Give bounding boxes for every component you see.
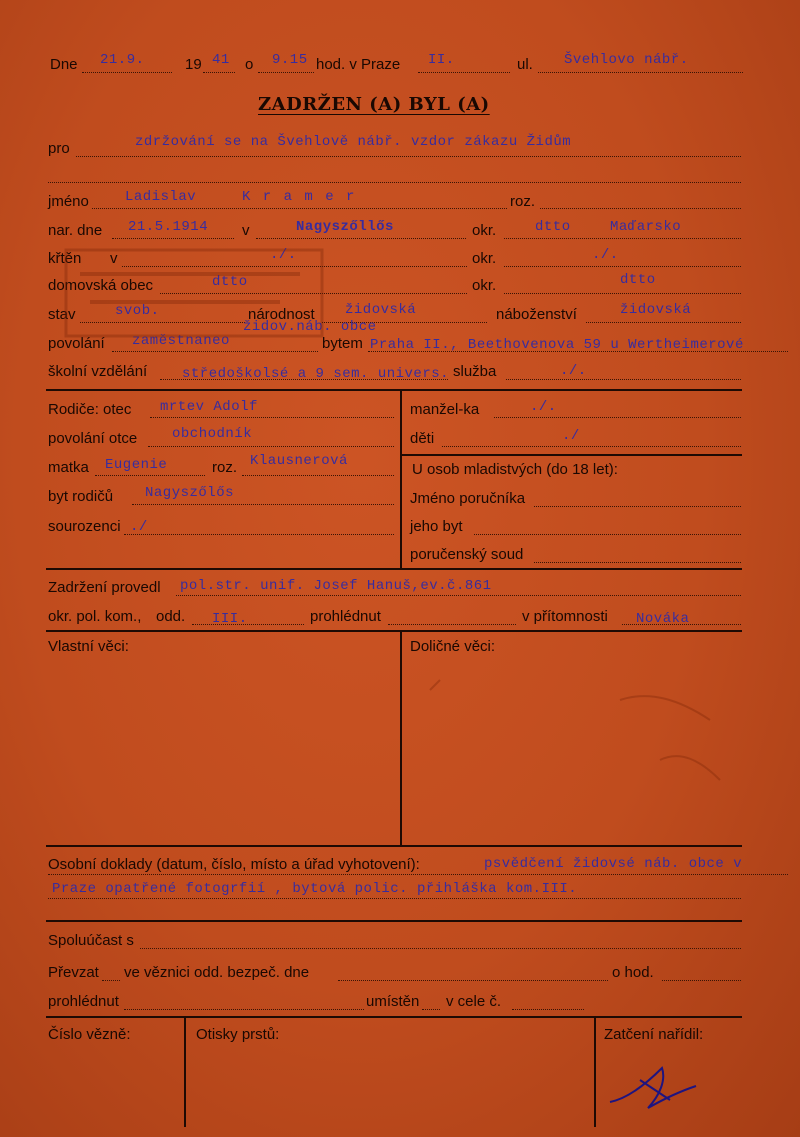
reason-line-1: [76, 156, 741, 157]
ordered-by-label: Zatčení nařídil:: [604, 1026, 704, 1043]
guardian-name-line: [534, 506, 741, 507]
faint-stamp-graphic: [60, 244, 330, 344]
education-label: školní vzdělání: [48, 363, 148, 380]
nationality-label: národnost: [248, 306, 315, 323]
born-date-line: [112, 238, 234, 239]
father-job-value: obchodník: [172, 426, 253, 442]
rule-footer-top: [46, 920, 742, 922]
birthplace-line: [256, 238, 466, 239]
transfer-date-line: [338, 980, 608, 981]
baptized-value: ./.: [270, 247, 297, 263]
district-value: II.: [428, 52, 455, 68]
parents-label: Rodiče: otec: [48, 401, 132, 418]
street-value: Švehlovo nábř.: [564, 52, 689, 68]
form-title: ZADRŽEN (A) BYL (A): [258, 94, 490, 115]
district-label-1: okr.: [472, 222, 497, 239]
domicile-value: dtto: [212, 274, 248, 290]
guardian-res-label: jeho byt: [410, 518, 463, 535]
court-label: poručenský soud: [410, 546, 524, 563]
rule-bottom-divider-1: [184, 1017, 186, 1127]
name-line: [92, 208, 507, 209]
street-line: [538, 72, 743, 73]
religion-value: židovská: [620, 302, 692, 318]
rule-minors-top: [400, 454, 742, 456]
parents-residence-value: Nagyszőlős: [145, 485, 235, 501]
dept-label: odd.: [156, 608, 186, 625]
guardian-name-label: Jméno poručníka: [410, 490, 526, 507]
at-label: o: [245, 56, 254, 73]
rule-bottom-boxes: [46, 1016, 742, 1018]
documents-rule-1: [48, 874, 788, 875]
mother-born-label: roz.: [212, 459, 238, 476]
first-name: Ladislav: [125, 189, 197, 205]
documents-rule-2: [48, 898, 741, 899]
arrest-by-label: Zadržení provedl: [48, 579, 161, 596]
faint-background-marks: [420, 660, 740, 800]
rule-items-top: [46, 630, 742, 632]
complicity-label: Spoluúčast s: [48, 932, 134, 949]
guardian-res-line: [474, 534, 741, 535]
mother-label: matka: [48, 459, 89, 476]
documents-label: Osobní doklady (datum, číslo, místo a úřad vyhotovení):: [48, 856, 420, 873]
spouse-line: [494, 417, 741, 418]
domicile-district: dtto: [620, 272, 656, 288]
cell-line: [512, 1009, 584, 1010]
rule-parents-divider: [400, 390, 402, 568]
father-value: mrtev Adolf: [160, 399, 258, 415]
dept-line: [192, 624, 304, 625]
mother-line: [95, 475, 205, 476]
documents-line2: Praze opatřené fotogrfií , bytová polic. přihláška kom.III.: [52, 881, 578, 897]
service-value: ./.: [560, 363, 587, 379]
father-line: [150, 417, 394, 418]
baptized-label: křtěn: [48, 250, 82, 267]
occupation-value: zaměstnaneo: [132, 333, 230, 349]
evidence-label: Doličné věci:: [410, 638, 496, 655]
inspected-line: [388, 624, 516, 625]
rule-items-divider: [400, 631, 402, 845]
occupation-line: [112, 351, 318, 352]
date-label: Dne: [50, 56, 78, 73]
year-value: 41: [212, 52, 230, 68]
service-line: [506, 379, 741, 380]
complicity-line: [140, 948, 741, 949]
siblings-label: sourozenci: [48, 518, 121, 535]
placed-line: [422, 1009, 440, 1010]
birth-country: Maďarsko: [610, 219, 682, 235]
mother-born-line: [242, 475, 394, 476]
prisoner-no-label: Číslo vězně:: [48, 1026, 131, 1043]
year-line: [203, 72, 235, 73]
father-job-label: povolání otce: [48, 430, 138, 447]
baptized-district-line: [504, 266, 741, 267]
siblings-value: ./: [130, 519, 148, 535]
baptized-district: ./.: [592, 247, 619, 263]
children-value: ./: [562, 428, 580, 444]
transfer-hour-line: [662, 980, 741, 981]
court-line: [534, 562, 741, 563]
date-value: 21.9.: [100, 52, 145, 68]
education-value: středoškolsé a 9 sem. univers.: [182, 366, 450, 382]
domicile-district-line: [504, 293, 741, 294]
signature-scribble: [600, 1040, 710, 1120]
religion-label: náboženství: [496, 306, 577, 323]
arrest-by-line: [176, 595, 741, 596]
birth-district: dtto: [535, 219, 571, 235]
residence-value: Praha II., Beethovenova 59 u Wertheimerové: [370, 337, 744, 353]
placed-label: umístěn: [366, 993, 420, 1010]
reason-line-2: [48, 182, 741, 183]
street-label: ul.: [517, 56, 533, 73]
born-as-line: [540, 208, 741, 209]
arrest-by-value: pol.str. unif. Josef Hanuš,ev.č.861: [180, 578, 492, 594]
occupation-line2: židov.náb. obce: [243, 319, 377, 335]
minors-heading: U osob mladistvých (do 18 let):: [412, 461, 618, 478]
status-value: svob.: [115, 303, 160, 319]
hour-label: hod. v Praze: [316, 56, 401, 73]
transfer-text: ve věznici odd. bezpeč. dne: [124, 964, 310, 981]
parents-residence-line: [132, 504, 394, 505]
district-label-2: okr.: [472, 250, 497, 267]
presence-value: Nováka: [636, 611, 690, 627]
reason-label: pro: [48, 140, 70, 157]
baptized-in-label: v: [110, 250, 118, 267]
father-job-line: [148, 446, 394, 447]
children-label: děti: [410, 430, 435, 447]
birthplace: Nagyszőllős: [296, 219, 394, 235]
rule-parents-top: [46, 389, 742, 391]
reason-value: zdržování se na Švehlově nábř. vzdor zákazu Židům: [135, 134, 572, 150]
name-label: jméno: [48, 193, 89, 210]
fingerprints-label: Otisky prstů:: [196, 1026, 280, 1043]
service-label: služba: [453, 363, 497, 380]
parents-residence-label: byt rodičů: [48, 488, 114, 505]
nationality-value: židovská: [345, 302, 417, 318]
footer-inspected-line: [124, 1009, 364, 1010]
religion-line: [586, 322, 741, 323]
district-line: [418, 72, 510, 73]
born-label: nar. dne: [48, 222, 103, 239]
mother-value: Eugenie: [105, 457, 168, 473]
born-as-label: roz.: [510, 193, 536, 210]
birth-district-line: [504, 238, 741, 239]
spouse-label: manžel-ka: [410, 401, 480, 418]
district-label-3: okr.: [472, 277, 497, 294]
occupation-label: povolání: [48, 335, 105, 352]
rule-documents-top: [46, 845, 742, 847]
own-items-label: Vlastní věci:: [48, 638, 129, 655]
born-date: 21.5.1914: [128, 219, 209, 235]
inspected-label: prohlédnut: [310, 608, 381, 625]
date-line: [82, 72, 172, 73]
rule-bottom-divider-2: [594, 1017, 596, 1127]
documents-line1: psvědčení židovsé náb. obce v: [484, 856, 743, 872]
presence-label: v přítomnosti: [522, 608, 608, 625]
domicile-label: domovská obec: [48, 277, 154, 294]
year-prefix: 19: [185, 56, 202, 73]
spouse-value: ./.: [530, 399, 557, 415]
born-in-label: v: [242, 222, 250, 239]
transfer-label: Převzat: [48, 964, 99, 981]
cell-label: v cele č.: [446, 993, 502, 1010]
time-value: 9.15: [272, 52, 308, 68]
time-line: [258, 72, 314, 73]
children-line: [442, 446, 741, 447]
status-label: stav: [48, 306, 76, 323]
rule-arrest-top: [46, 568, 742, 570]
mother-born-value: Klausnerová: [250, 453, 348, 469]
footer-inspected-label: prohlédnut: [48, 993, 119, 1010]
office-label: okr. pol. kom.,: [48, 608, 142, 625]
dept-value: III.: [212, 611, 248, 627]
transfer-line-1: [102, 980, 120, 981]
siblings-line: [124, 534, 394, 535]
surname: K r a m e r: [242, 189, 357, 205]
transfer-hour-label: o hod.: [612, 964, 654, 981]
residence-label: bytem: [322, 335, 363, 352]
